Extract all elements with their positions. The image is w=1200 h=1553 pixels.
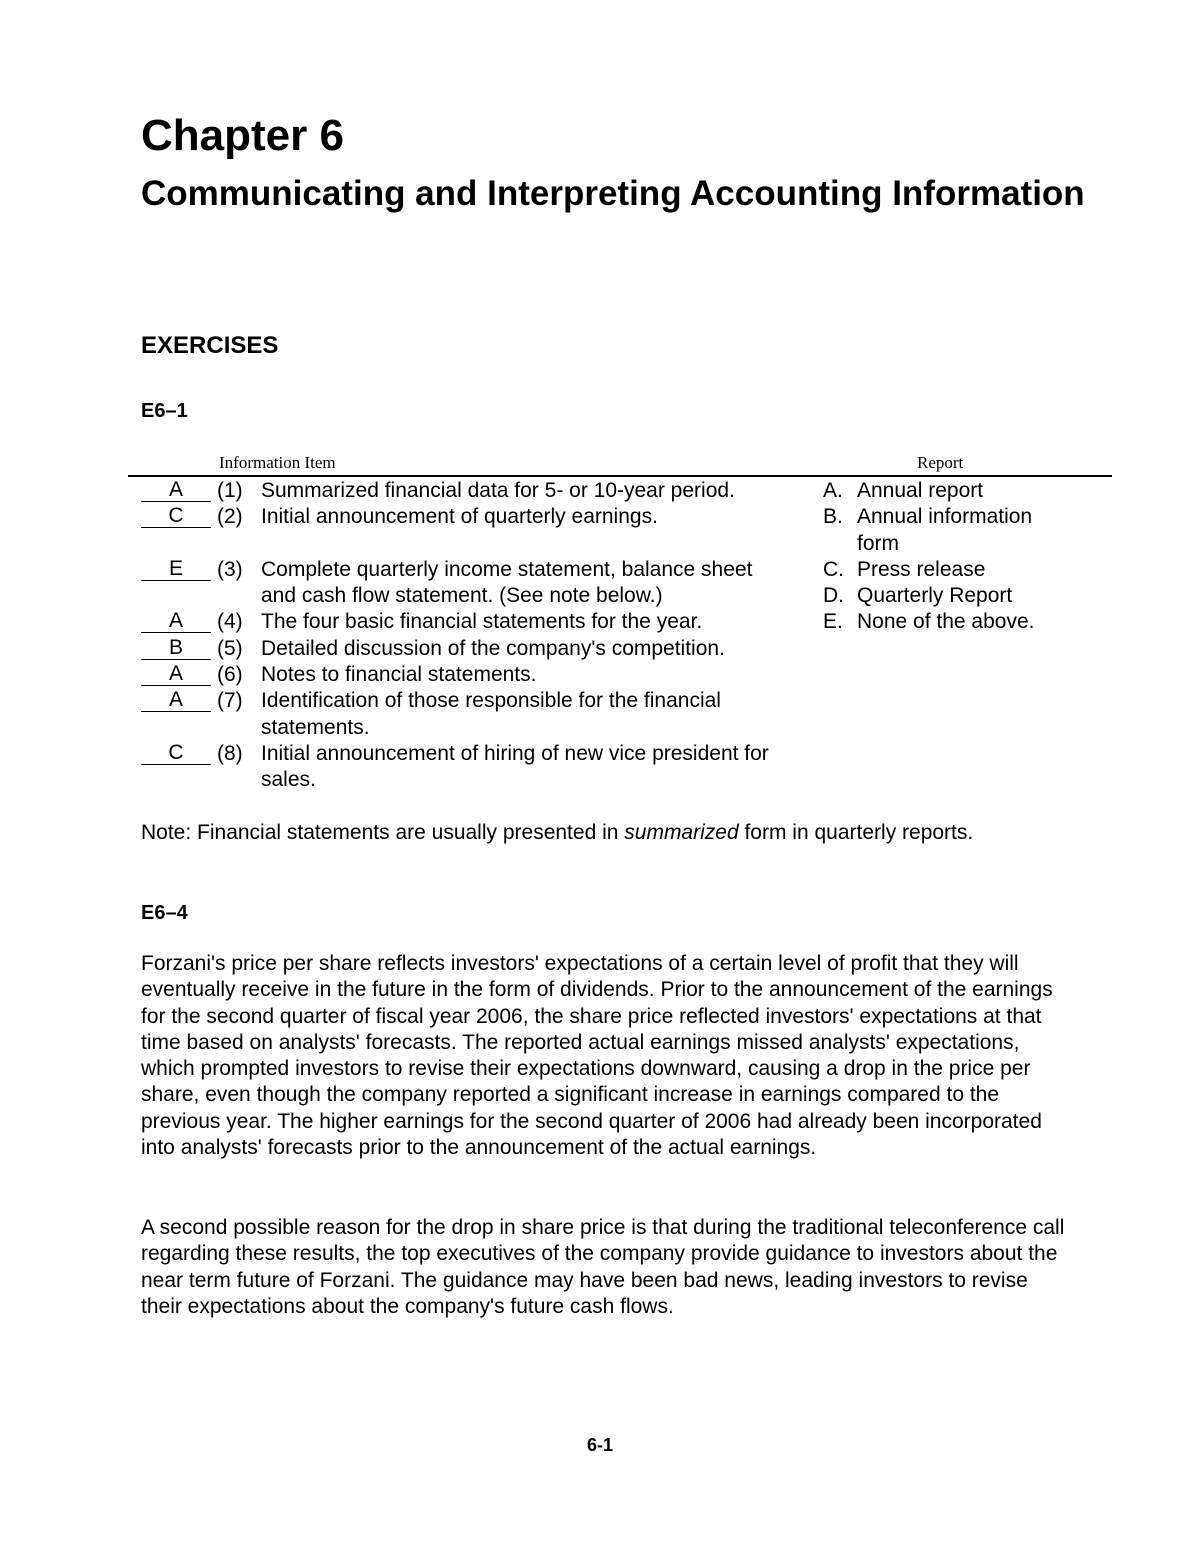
list-item [141,636,816,662]
item-number: (6) [217,663,243,687]
item-text: Complete quarterly income statement, balance sheet and cash flow statement. (See note below.) [261,557,753,608]
answer-blank: C [141,742,211,765]
body-paragraph: Forzani's price per share reflects investors' expectations of a certain level of profit that they will eventually receive in the future in the form of dividends. Prior to the announcement of the earnings for the second quarter of fiscal year 2006, the share price reflected investors' expectations at that time based on analysts' forecasts. The reported actual earnings missed analysts' expectations, which prompted investors to revise their expectations downward, causing a drop in the price per share, even though the company reported a significant increase in earnings compared to the previous year. The higher earnings for the second quarter of 2006 had already been incorporated into analysts' forecasts prior to the announcement of the actual earnings. [141,952,1053,1160]
list-item [141,688,816,741]
item-number: (7) [217,689,243,713]
answer-blank: E [141,558,211,581]
report-text: Quarterly Report [857,584,1013,608]
item-text: Summarized financial data for 5- or 10-year period. [261,479,735,502]
answer-blank: A [141,663,211,686]
list-item [823,557,1123,583]
list-item [141,662,816,688]
item-number: (3) [217,557,243,581]
answer-blank: C [141,505,211,528]
list-item [823,504,1123,557]
list-item [823,609,1123,635]
item-text: Initial announcement of hiring of new vice president for sales. [261,741,769,792]
report-text: Annual information form [857,505,1033,555]
note-text: Note: Financial statements are usually presented in [141,821,625,844]
report-options-list [823,478,1123,636]
list-item [141,609,816,635]
answer-blank: A [141,479,211,502]
item-text: Notes to financial statements. [261,663,537,687]
item-number: (1) [217,479,243,502]
list-item [141,478,816,504]
information-items-list [141,478,816,794]
answer-blank: A [141,689,211,712]
column-header-report: Report [917,453,964,472]
report-text: Press release [857,557,986,581]
report-text: Annual report [857,479,984,502]
report-key: A. [823,479,843,502]
report-text: None of the above. [857,610,1035,634]
answer-blank: A [141,610,211,633]
answer-blank: B [141,637,211,660]
item-number: (8) [217,741,243,765]
item-number: (5) [217,636,243,660]
note-paragraph [141,820,1011,846]
exercise-label-e6-4: E6–4 [141,902,188,924]
page-number: 6-1 [586,1435,613,1455]
item-text: Detailed discussion of the company's competition. [261,636,725,660]
list-item [141,504,816,530]
column-header-information-item: Information Item [219,453,336,472]
item-text: Identification of those responsible for the financial statements. [261,689,721,739]
chapter-title: Chapter 6 [141,111,344,160]
exercise-label-e6-1: E6–1 [141,400,188,422]
report-key: D. [823,584,844,608]
item-text: The four basic financial statements for the year. [261,610,703,634]
report-key: B. [823,505,843,529]
list-item [823,478,1123,504]
list-item [823,583,1123,609]
section-heading: EXERCISES [141,332,279,359]
report-key: E. [823,610,843,634]
item-number: (2) [217,505,243,529]
report-key: C. [823,557,844,581]
chapter-subtitle: Communicating and Interpreting Accounting Information [141,174,1085,213]
list-item [141,741,816,794]
header-rule [128,475,1112,477]
note-text: form in quarterly reports. [738,821,974,844]
body-paragraph: A second possible reason for the drop in share price is that during the traditional teleconference call regarding these results, the top executives of the company provide guidance to investors about the near term future of Forzani. The guidance may have been bad news, leading investors to revise their expectations about the company's future cash flows. [141,1216,1065,1318]
note-emphasis: summarized [624,821,739,844]
item-number: (4) [217,610,243,634]
item-text: Initial announcement of quarterly earnings. [261,505,658,529]
list-item [141,557,816,610]
